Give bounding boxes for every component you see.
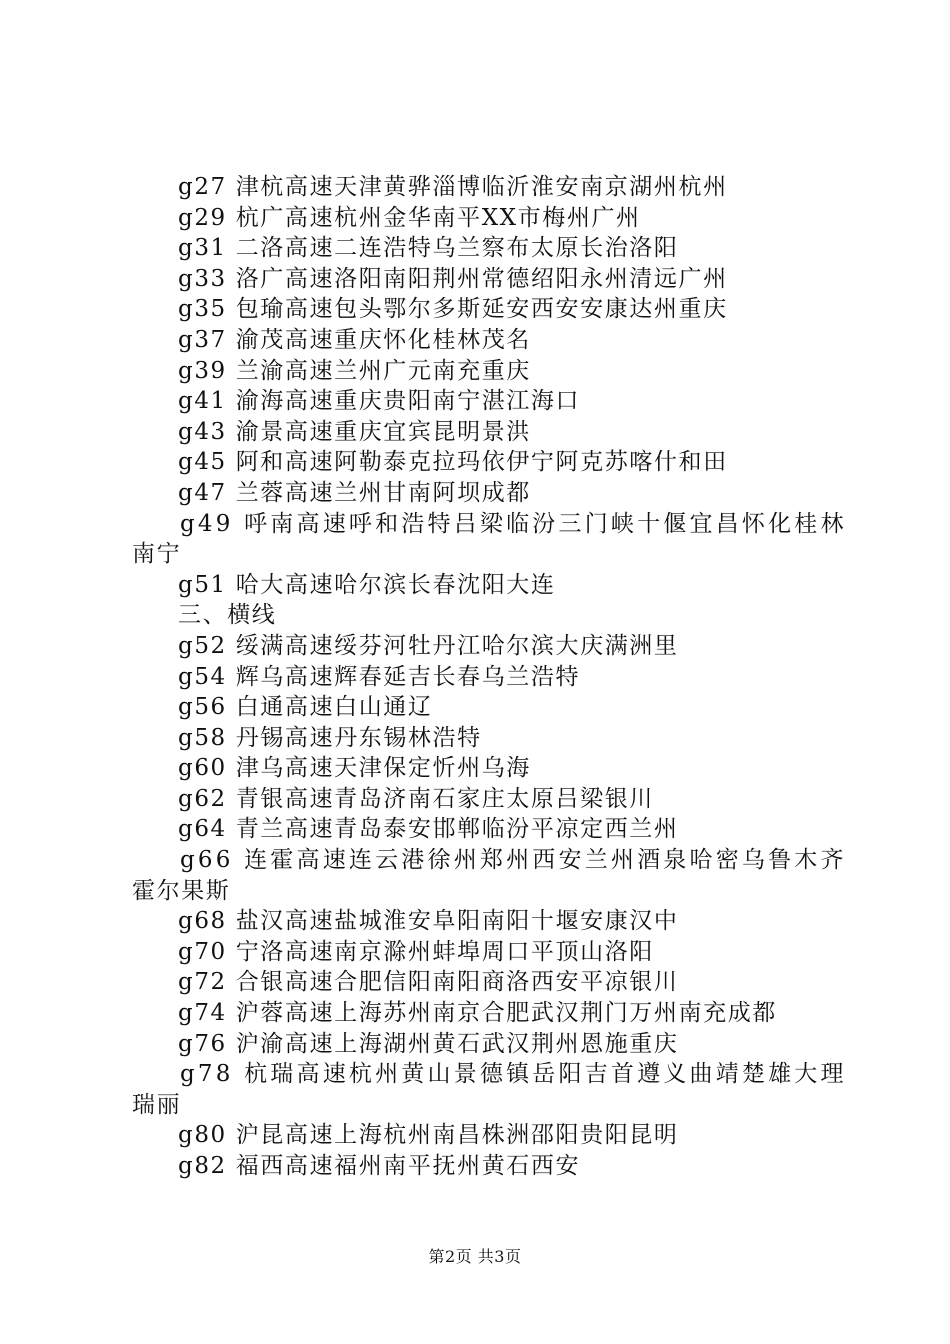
text-line: g54 辉乌高速辉春延吉长春乌兰浩特 — [178, 663, 581, 690]
text-line: g58 丹锡高速丹东锡林浩特 — [178, 724, 482, 751]
text-line: g76 沪渝高速上海湖州黄石武汉荆州恩施重庆 — [178, 1030, 679, 1057]
text-line: g68 盐汉高速盐城淮安阜阳南阳十堰安康汉中 — [178, 908, 679, 935]
text-line: g62 青银高速青岛济南石家庄太原吕梁银川 — [178, 785, 654, 812]
text-line: g29 杭广高速杭州金华南平XX市梅州广州 — [178, 204, 641, 231]
text-line: 瑞丽 — [132, 1091, 182, 1118]
text-line: g64 青兰高速青岛泰安邯郸临汾平凉定西兰州 — [178, 816, 679, 843]
text-line: g45 阿和高速阿勒泰克拉玛依伊宁阿克苏喀什和田 — [178, 449, 728, 476]
text-line: g72 合银高速合肥信阳南阳商洛西安平凉银川 — [178, 969, 679, 996]
text-line: g47 兰蓉高速兰州甘南阿坝成都 — [178, 479, 531, 506]
text-line: g51 哈大高速哈尔滨长春沈阳大连 — [178, 571, 556, 598]
text-line: 霍尔果斯 — [132, 877, 231, 904]
text-line: g49 呼南高速呼和浩特吕梁临汾三门峡十偃宜昌怀化桂林 — [180, 510, 847, 537]
text-line: g74 沪蓉高速上海苏州南京合肥武汉荆门万州南充成都 — [178, 1000, 777, 1027]
document-body — [132, 172, 852, 1182]
text-line: 三、横线 — [178, 602, 277, 629]
text-line: g39 兰渝高速兰州广元南充重庆 — [178, 357, 531, 384]
text-line: g80 沪昆高速上海杭州南昌株洲邵阳贵阳昆明 — [178, 1122, 679, 1149]
text-line: g78 杭瑞高速杭州黄山景德镇岳阳吉首遵义曲靖楚雄大理 — [180, 1061, 847, 1088]
text-line: g41 渝海高速重庆贵阳南宁湛江海口 — [178, 388, 581, 415]
text-line: g35 包瑜高速包头鄂尔多斯延安西安安康达州重庆 — [178, 296, 728, 323]
text-line: g33 洛广高速洛阳南阳荆州常德绍阳永州清远广州 — [178, 265, 728, 292]
text-line: g70 宁洛高速南京滁州蚌埠周口平顶山洛阳 — [178, 938, 654, 965]
text-line: g52 绥满高速绥芬河牡丹江哈尔滨大庆满洲里 — [178, 632, 679, 659]
text-line: g66 连霍高速连云港徐州郑州西安兰州酒泉哈密乌鲁木齐 — [180, 847, 847, 874]
text-line: g43 渝景高速重庆宜宾昆明景洪 — [178, 418, 531, 445]
text-line: g56 白通高速白山通辽 — [178, 694, 433, 721]
text-line: 南宁 — [132, 541, 182, 568]
text-line: g37 渝茂高速重庆怀化桂林茂名 — [178, 326, 531, 353]
text-line: g27 津杭高速天津黄骅淄博临沂淮安南京湖州杭州 — [178, 174, 728, 200]
text-line: g60 津乌高速天津保定忻州乌海 — [178, 755, 531, 782]
text-line: g31 二洛高速二连浩特乌兰察布太原长治洛阳 — [178, 235, 679, 262]
page-footer: 第2页 共3页 — [428, 1247, 522, 1266]
text-line: g82 福西高速福州南平抚州黄石西安 — [178, 1153, 581, 1179]
